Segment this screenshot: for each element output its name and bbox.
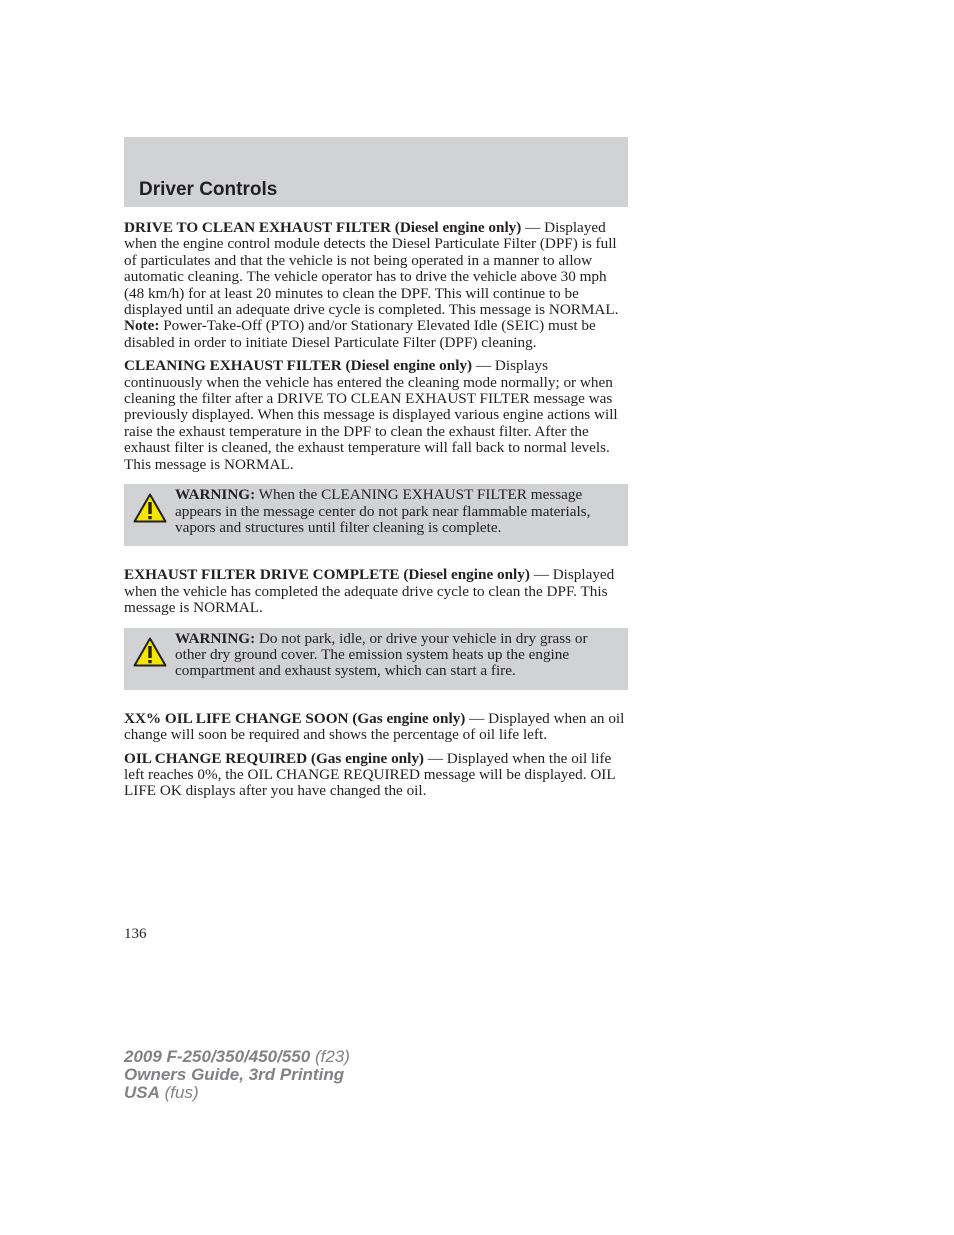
paragraph-drive-to-clean: [124, 220, 630, 351]
note-label: Note:: [124, 317, 160, 335]
footer-model: 2009 F-250/350/450/550: [124, 1047, 311, 1066]
paragraph-heading: OIL CHANGE REQUIRED (Gas engine only): [124, 749, 424, 767]
footer-line-printing: [124, 1066, 350, 1084]
paragraph-oil-life-change-soon: [124, 711, 630, 744]
warning-label: WARNING:: [175, 486, 256, 504]
footer-printing: Owners Guide, 3rd Printing: [124, 1065, 345, 1084]
warning-box-flammable: [124, 484, 628, 546]
warning-text: [130, 631, 620, 680]
paragraph-exhaust-filter-drive-complete: [124, 567, 630, 616]
paragraph-body: — Displayed when the oil life left reaches 0%, the OIL CHANGE REQUIRED message will be displayed. OIL LIFE OK displays after you have changed the oil.: [124, 749, 616, 800]
paragraph-heading: EXHAUST FILTER DRIVE COMPLETE (Diesel engine only): [124, 566, 530, 584]
document-footer: [124, 1048, 350, 1102]
footer-region-code: (fus): [159, 1083, 199, 1102]
warning-text: [130, 487, 620, 536]
note-body: Power-Take-Off (PTO) and/or Stationary Elevated Idle (SEIC) must be disabled in order to initiate Diesel Particulate Filter (DPF) cleaning.: [124, 317, 596, 351]
warning-body: Do not park, idle, or drive your vehicle in dry grass or other dry ground cover. The emission system heats up the engine compartment and exhaust system, which can start a fire.: [175, 629, 588, 680]
page-number: 136: [124, 926, 147, 942]
footer-model-code: (f23): [310, 1047, 350, 1066]
paragraph-cleaning-exhaust-filter: [124, 358, 630, 473]
warning-triangle-icon: [133, 637, 167, 667]
page-content: [124, 220, 630, 807]
warning-body: When the CLEANING EXHAUST FILTER message appears in the message center do not park near flammable materials, vapors and structures until filter cleaning is complete.: [175, 486, 591, 536]
paragraph-heading: DRIVE TO CLEAN EXHAUST FILTER (Diesel engine only): [124, 219, 522, 236]
footer-region: USA: [124, 1083, 160, 1102]
paragraph-oil-change-required: [124, 751, 630, 800]
paragraph-heading: CLEANING EXHAUST FILTER (Diesel engine only): [124, 357, 473, 375]
section-title: Driver Controls: [139, 179, 278, 200]
warning-box-dry-grass: [124, 628, 628, 690]
section-header-band: [124, 137, 628, 207]
paragraph-body: — Displayed when the engine control module detects the Diesel Particulate Filter (DPF) is full of particulates and that the vehicle is not being operated in a manner to allow automatic cleaning. The vehicle operator has to drive the vehicle above 30 mph (48 km/h) for at least 20 minutes to clean the DPF. This will continue to be displayed until an adequate drive cycle is completed. This message is NORMAL.: [124, 219, 619, 319]
warning-triangle-icon: [133, 493, 167, 523]
paragraph-body: — Displayed when the vehicle has completed the adequate drive cycle to clean the DPF. This message is NORMAL.: [124, 566, 615, 617]
paragraph-heading: XX% OIL LIFE CHANGE SOON (Gas engine only): [124, 709, 466, 727]
footer-line-region: [124, 1084, 350, 1102]
footer-line-model: [124, 1048, 350, 1066]
paragraph-body: — Displays continuously when the vehicle has entered the cleaning mode normally; or when cleaning the filter after a DRIVE TO CLEAN EXHAUST FILTER message was previously displayed. When this message is displayed various engine actions will raise the exhaust temperature in the DPF to clean the exhaust filter. After the exhaust filter is cleaned, the exhaust temperature will fall back to normal levels. This message is NORMAL.: [124, 357, 618, 473]
warning-label: WARNING:: [175, 629, 256, 647]
paragraph-body: — Displayed when an oil change will soon be required and shows the percentage of oil life left.: [124, 709, 625, 744]
